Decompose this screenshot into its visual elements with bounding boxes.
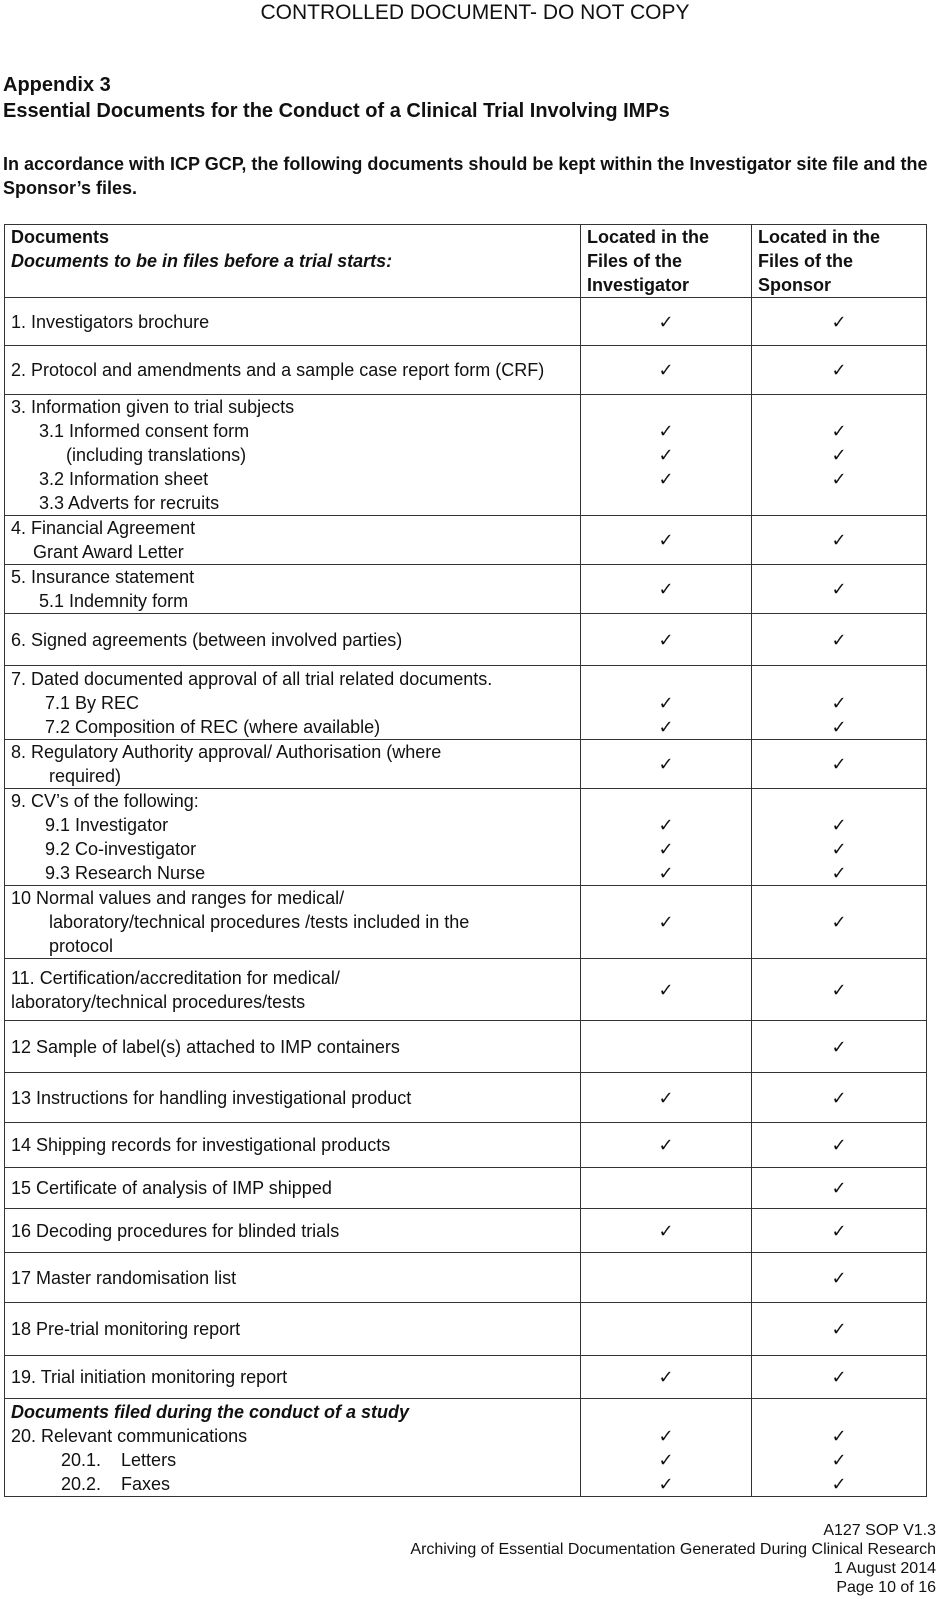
check-mark: ✓: [658, 1087, 674, 1108]
row-description: [5, 1021, 581, 1073]
before-trial-heading: Documents to be in files before a trial starts:: [11, 251, 393, 271]
row-line: 8. Regulatory Authority approval/ Authorisation (where: [11, 742, 442, 762]
investigator-check-cell: [581, 516, 752, 565]
row-line: 10 Normal values and ranges for medical/: [11, 888, 345, 908]
sponsor-column-header: Located in the Files of the Sponsor: [752, 225, 927, 298]
investigator-check-cell: [581, 1253, 752, 1303]
sponsor-check-cell: [752, 516, 927, 565]
table-row: [5, 1303, 927, 1356]
row-line: 20.2. Faxes: [61, 1473, 171, 1494]
table-row: [5, 298, 927, 346]
row-description: [5, 666, 581, 740]
table-row: [5, 516, 927, 565]
row-line: 14 Shipping records for investigational products: [11, 1135, 391, 1155]
table-row: [5, 614, 927, 666]
row-line: 9. CV’s of the following:: [11, 791, 199, 811]
row-line: 3. Information given to trial subjects: [11, 397, 295, 417]
table-row: [5, 1399, 927, 1497]
check-mark: ✓: [831, 1087, 847, 1108]
investigator-check-cell: [581, 1123, 752, 1168]
investigator-check-cell: [581, 565, 752, 614]
check-mark: ✓: [831, 1425, 847, 1446]
row-line: 13 Instructions for handling investigational product: [11, 1087, 412, 1108]
documents-column-header: [5, 225, 581, 298]
investigator-check-cell: [581, 1356, 752, 1399]
investigator-check-cell: [581, 1021, 752, 1073]
row-line: 11. Certification/accreditation for medical/: [11, 967, 340, 988]
controlled-document-header: CONTROLLED DOCUMENT- DO NOT COPY: [260, 1, 690, 24]
sponsor-check-cell: [752, 1123, 927, 1168]
row-line: 3.3 Adverts for recruits: [39, 493, 220, 513]
investigator-check-cell: [581, 1209, 752, 1253]
check-mark: ✓: [831, 1178, 847, 1198]
row-line: laboratory/technical procedures /tests included in the: [49, 912, 470, 932]
page-number: Page 10 of 16: [836, 1579, 936, 1596]
check-mark: ✓: [658, 839, 674, 859]
row-line: 9.2 Co-investigator: [45, 839, 197, 859]
intro-paragraph: In accordance with ICP GCP, the following documents should be kept within the Investigator site file and the Sponsor’s files.: [3, 154, 928, 198]
check-mark: ✓: [831, 1473, 847, 1494]
row-description: [5, 1399, 581, 1497]
investigator-check-cell: [581, 789, 752, 886]
check-mark: ✓: [831, 1319, 847, 1339]
row-description: [5, 1356, 581, 1399]
row-line: protocol: [49, 936, 114, 956]
table-row: [5, 886, 927, 959]
check-mark: ✓: [831, 530, 847, 550]
sponsor-check-cell: [752, 1168, 927, 1209]
check-mark: ✓: [658, 979, 674, 1000]
table-row: [5, 565, 927, 614]
row-line: 5. Insurance statement: [11, 567, 195, 587]
row-line: required): [49, 766, 122, 786]
sponsor-check-cell: [752, 346, 927, 395]
row-description: [5, 346, 581, 395]
table-row: [5, 1253, 927, 1303]
sponsor-check-cell: [752, 959, 927, 1021]
row-description: [5, 395, 581, 516]
sponsor-check-cell: [752, 565, 927, 614]
check-mark: ✓: [831, 311, 847, 332]
sponsor-check-cell: [752, 298, 927, 346]
sponsor-check-cell: [752, 1356, 927, 1399]
table-header-row: [5, 225, 927, 298]
row-description: [5, 1073, 581, 1123]
check-mark: ✓: [831, 692, 847, 713]
table-row: [5, 666, 927, 740]
sponsor-check-cell: [752, 1303, 927, 1356]
row-description: [5, 886, 581, 959]
check-mark: ✓: [658, 1367, 674, 1387]
table-row: [5, 959, 927, 1021]
check-mark: ✓: [658, 1135, 674, 1155]
row-line: 3.2 Information sheet: [39, 469, 209, 489]
row-line: (including translations): [66, 445, 247, 465]
row-line: 7. Dated documented approval of all trial related documents.: [11, 668, 493, 689]
page-title: Essential Documents for the Conduct of a Clinical Trial Involving IMPs: [3, 100, 670, 122]
check-mark: ✓: [831, 754, 847, 774]
sponsor-check-cell: [752, 1399, 927, 1497]
check-mark: ✓: [831, 839, 847, 859]
investigator-check-cell: [581, 614, 752, 666]
check-mark: ✓: [658, 530, 674, 550]
check-mark: ✓: [658, 863, 674, 883]
document-date: 1 August 2014: [833, 1560, 936, 1577]
documents-heading: Documents: [11, 227, 110, 247]
check-mark: ✓: [831, 979, 847, 1000]
check-mark: ✓: [831, 360, 847, 380]
table-row: [5, 1123, 927, 1168]
investigator-check-cell: [581, 346, 752, 395]
check-mark: ✓: [658, 754, 674, 774]
table-row: [5, 1021, 927, 1073]
sponsor-check-cell: [752, 1253, 927, 1303]
investigator-column-header: Located in the Files of the Investigator: [581, 225, 752, 298]
sponsor-check-cell: [752, 614, 927, 666]
check-mark: ✓: [831, 716, 847, 737]
check-mark: ✓: [831, 1135, 847, 1155]
table-row: [5, 1356, 927, 1399]
row-line: 7.2 Composition of REC (where available): [45, 716, 381, 737]
row-description: [5, 740, 581, 789]
check-mark: ✓: [831, 1267, 847, 1288]
check-mark: ✓: [831, 445, 847, 465]
table-row: [5, 1073, 927, 1123]
appendix-label: Appendix 3: [3, 74, 111, 96]
row-description: [5, 565, 581, 614]
sponsor-check-cell: [752, 740, 927, 789]
row-description: [5, 614, 581, 666]
row-line: 16 Decoding procedures for blinded trials: [11, 1220, 340, 1241]
row-description: [5, 1123, 581, 1168]
row-line: 9.3 Research Nurse: [45, 863, 206, 883]
row-line: 19. Trial initiation monitoring report: [11, 1367, 288, 1387]
check-mark: ✓: [658, 445, 674, 465]
document-footer: [410, 1521, 936, 1597]
during-conduct-heading: Documents filed during the conduct of a study: [11, 1401, 410, 1422]
check-mark: ✓: [658, 1220, 674, 1241]
check-mark: ✓: [831, 912, 847, 932]
row-description: [5, 1168, 581, 1209]
investigator-check-cell: [581, 740, 752, 789]
row-line: 9.1 Investigator: [45, 815, 169, 835]
investigator-check-cell: [581, 1303, 752, 1356]
check-mark: ✓: [831, 1367, 847, 1387]
sponsor-check-cell: [752, 886, 927, 959]
check-mark: ✓: [831, 863, 847, 883]
row-line: 3.1 Informed consent form: [39, 421, 250, 441]
check-mark: ✓: [658, 815, 674, 835]
check-mark: ✓: [831, 421, 847, 441]
check-mark: ✓: [658, 1449, 674, 1470]
row-line: 4. Financial Agreement: [11, 518, 196, 538]
check-mark: ✓: [658, 1473, 674, 1494]
check-mark: ✓: [831, 1036, 847, 1057]
check-mark: ✓: [658, 912, 674, 932]
investigator-check-cell: [581, 959, 752, 1021]
check-mark: ✓: [658, 692, 674, 713]
check-mark: ✓: [831, 1449, 847, 1470]
row-line: 20.1. Letters: [61, 1449, 177, 1470]
row-line: 7.1 By REC: [45, 692, 140, 713]
row-line: laboratory/technical procedures/tests: [11, 991, 306, 1012]
document-title-footer: Archiving of Essential Documentation Generated During Clinical Research: [410, 1541, 936, 1558]
check-mark: ✓: [658, 311, 674, 332]
row-description: [5, 789, 581, 886]
check-mark: ✓: [658, 629, 674, 650]
check-mark: ✓: [658, 716, 674, 737]
check-mark: ✓: [658, 1425, 674, 1446]
check-mark: ✓: [658, 421, 674, 441]
row-line: 18 Pre-trial monitoring report: [11, 1319, 241, 1339]
row-line: 5.1 Indemnity form: [39, 591, 189, 611]
investigator-check-cell: [581, 395, 752, 516]
sponsor-check-cell: [752, 1021, 927, 1073]
table-row: [5, 789, 927, 886]
sponsor-check-cell: [752, 789, 927, 886]
sponsor-check-cell: [752, 1073, 927, 1123]
row-line: Grant Award Letter: [33, 542, 184, 562]
investigator-check-cell: [581, 666, 752, 740]
investigator-check-cell: [581, 886, 752, 959]
check-mark: ✓: [831, 579, 847, 599]
check-mark: ✓: [658, 579, 674, 599]
sponsor-check-cell: [752, 1209, 927, 1253]
sop-reference: A127 SOP V1.3: [823, 1522, 936, 1539]
check-mark: ✓: [658, 360, 674, 380]
table-row: [5, 1209, 927, 1253]
investigator-check-cell: [581, 1168, 752, 1209]
row-description: [5, 1303, 581, 1356]
row-description: [5, 959, 581, 1021]
row-line: 6. Signed agreements (between involved parties): [11, 629, 403, 650]
essential-documents-table: [4, 224, 927, 1497]
table-row: [5, 1168, 927, 1209]
check-mark: ✓: [831, 815, 847, 835]
row-line: 20. Relevant communications: [11, 1425, 248, 1446]
row-line: 17 Master randomisation list: [11, 1267, 237, 1288]
check-mark: ✓: [831, 629, 847, 650]
investigator-check-cell: [581, 298, 752, 346]
sponsor-check-cell: [752, 395, 927, 516]
row-description: [5, 516, 581, 565]
table-row: [5, 346, 927, 395]
row-description: [5, 298, 581, 346]
check-mark: ✓: [831, 469, 847, 489]
investigator-check-cell: [581, 1073, 752, 1123]
check-mark: ✓: [831, 1220, 847, 1241]
check-mark: ✓: [658, 469, 674, 489]
table-row: [5, 740, 927, 789]
investigator-check-cell: [581, 1399, 752, 1497]
row-description: [5, 1209, 581, 1253]
table-row: [5, 395, 927, 516]
row-line: 2. Protocol and amendments and a sample case report form (CRF): [11, 360, 545, 380]
row-line: 12 Sample of label(s) attached to IMP containers: [11, 1036, 400, 1057]
sponsor-check-cell: [752, 666, 927, 740]
row-line: 15 Certificate of analysis of IMP shipped: [11, 1178, 332, 1198]
row-line: 1. Investigators brochure: [11, 311, 210, 332]
row-description: [5, 1253, 581, 1303]
